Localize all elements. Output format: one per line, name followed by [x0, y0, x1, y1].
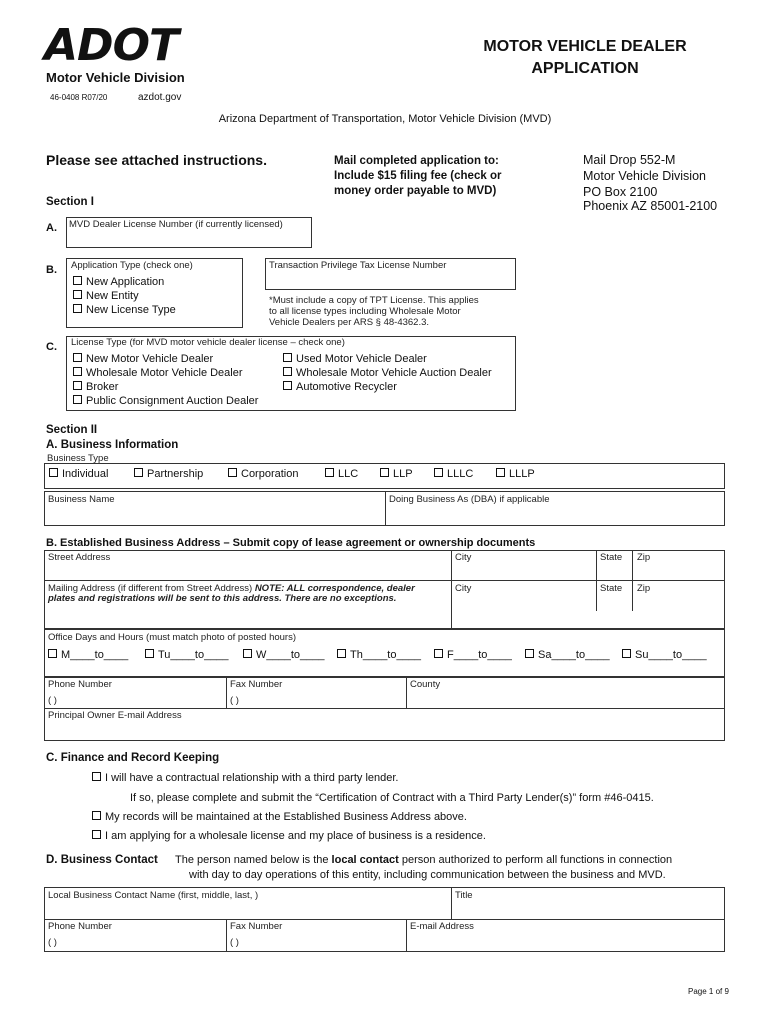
option-label: I will have a contractual relationship with a third party lender.	[105, 772, 399, 784]
finance-title: C. Finance and Record Keeping	[46, 752, 220, 764]
page-number: Page 1 of 9	[688, 987, 729, 996]
checkbox-icon	[283, 381, 292, 390]
form-id: 46-0408 R07/20	[50, 93, 108, 102]
divider	[44, 580, 725, 581]
mailing-state-field[interactable]: State	[600, 583, 623, 594]
tpt-note-3: Vehicle Dealers per ARS § 48-4362.3.	[269, 317, 430, 328]
checkbox-icon	[283, 353, 292, 362]
checkbox-icon	[92, 811, 101, 820]
divider	[226, 919, 227, 952]
option-label: Wholesale Motor Vehicle Dealer	[86, 367, 243, 379]
bt-partnership[interactable]	[134, 468, 203, 480]
mailing-note-2: plates and registrations will be sent to this address. There are no exceptions.	[48, 593, 397, 604]
option-public-consignment[interactable]	[73, 395, 258, 407]
form-title-line1: MOTOR VEHICLE DEALER	[483, 38, 687, 55]
checkbox-icon	[73, 304, 82, 313]
contact-fax-field[interactable]: Fax Number	[230, 921, 283, 932]
divider	[44, 919, 725, 920]
finance-certification-note: If so, please complete and submit the “Certification of Contract with a Third Party Lender(s)” form #46-0415.	[130, 792, 654, 804]
license-type-label: License Type (for MVD motor vehicle dealer license – check one)	[71, 337, 345, 348]
mail-instructions-2: Include $15 filing fee (check or	[334, 170, 502, 182]
tpt-note-2: to all license types including Wholesale Motor	[269, 306, 461, 317]
department-line: Arizona Department of Transportation, Motor Vehicle Division (MVD)	[218, 113, 552, 125]
section-1-title: Section I	[46, 196, 94, 208]
checkbox-icon	[49, 468, 58, 477]
mail-address-3: PO Box 2100	[583, 185, 658, 199]
option-label: Individual	[62, 468, 109, 480]
option-label: Broker	[86, 381, 119, 393]
bt-llc[interactable]	[325, 468, 358, 480]
contact-fax-area: ( )	[230, 937, 239, 948]
dba-field[interactable]	[385, 491, 725, 526]
option-label: New Application	[86, 276, 165, 288]
checkbox-icon	[73, 276, 82, 285]
checkbox-icon	[92, 772, 101, 781]
option-label: New Motor Vehicle Dealer	[86, 353, 214, 365]
day-label: W____to____	[256, 649, 325, 661]
hours-friday[interactable]	[434, 649, 512, 661]
contact-phone-field[interactable]: Phone Number	[48, 921, 112, 932]
owner-email-field[interactable]: Principal Owner E-mail Address	[48, 710, 182, 721]
finance-records-at-address[interactable]	[92, 811, 467, 823]
day-label: F____to____	[447, 649, 512, 661]
checkbox-icon	[434, 649, 443, 658]
tpt-note-1: *Must include a copy of TPT License. This applies	[269, 295, 479, 306]
option-broker[interactable]	[73, 381, 118, 393]
bt-lllp[interactable]	[496, 468, 535, 480]
day-label: Th____to____	[350, 649, 421, 661]
option-automotive-recycler[interactable]	[283, 381, 397, 393]
local-contact-emphasis: local contact	[331, 854, 399, 866]
street-address-field[interactable]: Street Address	[48, 552, 111, 563]
mailing-note-1: NOTE: ALL correspondence, dealer	[254, 583, 415, 594]
phone-number-field[interactable]: Phone Number	[48, 679, 112, 690]
checkbox-icon	[434, 468, 443, 477]
day-label: M____to____	[61, 649, 129, 661]
item-a-letter: A.	[46, 222, 57, 234]
option-new-entity[interactable]	[73, 290, 139, 302]
checkbox-icon	[337, 649, 346, 658]
checkbox-icon	[73, 381, 82, 390]
city-field[interactable]: City	[455, 552, 472, 563]
office-hours-label: Office Days and Hours (must match photo of posted hours)	[48, 632, 296, 643]
contact-phone-area: ( )	[48, 937, 57, 948]
hours-thursday[interactable]	[337, 649, 421, 661]
divider	[451, 887, 452, 920]
license-type-box	[66, 336, 516, 411]
checkbox-icon	[496, 468, 505, 477]
fax-area-code: ( )	[230, 695, 239, 706]
contact-text-part: The person named below is the	[175, 854, 332, 866]
checkbox-icon	[622, 649, 631, 658]
mail-instructions-1: Mail completed application to:	[334, 155, 499, 167]
divider	[406, 677, 407, 709]
checkbox-icon	[92, 830, 101, 839]
mail-address-1: Mail Drop 552-M	[583, 153, 676, 167]
checkbox-icon	[73, 290, 82, 299]
item-b-letter: B.	[46, 264, 57, 276]
application-type-box	[66, 258, 243, 328]
option-label: Corporation	[241, 468, 299, 480]
bt-llp[interactable]	[380, 468, 413, 480]
business-name-field[interactable]	[44, 491, 386, 526]
day-label: Su____to____	[635, 649, 707, 661]
option-label: LLLC	[447, 468, 474, 480]
contact-title-field[interactable]: Title	[455, 890, 473, 901]
hours-sunday[interactable]	[622, 649, 707, 661]
contact-email-field[interactable]: E-mail Address	[410, 921, 474, 932]
division-name: Motor Vehicle Division	[46, 70, 185, 85]
divider	[632, 580, 633, 611]
checkbox-icon	[145, 649, 154, 658]
checkbox-icon	[243, 649, 252, 658]
option-label: Wholesale Motor Vehicle Auction Dealer	[296, 367, 492, 379]
business-type-label: Business Type	[47, 453, 109, 464]
website: azdot.gov	[138, 92, 182, 103]
option-wholesale-auction-dealer[interactable]	[283, 367, 492, 379]
option-label: LLP	[393, 468, 413, 480]
checkbox-icon	[134, 468, 143, 477]
option-wholesale-mv-dealer[interactable]	[73, 367, 243, 379]
item-c-letter: C.	[46, 341, 57, 353]
hours-monday[interactable]	[48, 649, 128, 661]
divider	[226, 677, 227, 709]
finance-third-party-lender[interactable]	[92, 772, 399, 784]
mailing-address-label: Mailing Address (if different from Street Address)	[48, 583, 253, 594]
business-contact-title: D. Business Contact	[46, 854, 158, 866]
option-label: I am applying for a wholesale license and my place of business is a residence.	[105, 830, 486, 842]
checkbox-icon	[525, 649, 534, 658]
finance-wholesale-residence[interactable]	[92, 830, 486, 842]
divider	[451, 550, 452, 629]
checkbox-icon	[48, 649, 57, 658]
adot-logo: ADOT	[44, 20, 178, 71]
business-contact-text-1	[175, 854, 672, 866]
option-label: My records will be maintained at the Established Business Address above.	[105, 811, 467, 823]
divider	[44, 708, 725, 709]
dealer-license-number-field[interactable]	[66, 217, 312, 248]
option-label: LLC	[338, 468, 359, 480]
checkbox-icon	[325, 468, 334, 477]
phone-area-code: ( )	[48, 695, 57, 706]
business-address-title: B. Established Business Address – Submit copy of lease agreement or ownership documents	[46, 537, 536, 549]
form-title-line2: APPLICATION	[531, 60, 639, 77]
checkbox-icon	[73, 353, 82, 362]
application-type-label: Application Type (check one)	[71, 260, 193, 271]
checkbox-icon	[228, 468, 237, 477]
mail-address-4	[583, 199, 717, 211]
divider	[596, 550, 597, 581]
hours-saturday[interactable]	[525, 649, 610, 661]
contact-name-field[interactable]: Local Business Contact Name (first, middle, last, )	[48, 890, 259, 901]
business-name-label: Business Name	[48, 494, 115, 505]
bt-individual[interactable]	[49, 468, 108, 480]
mail-address-2: Motor Vehicle Division	[583, 169, 706, 183]
tpt-license-field[interactable]	[265, 258, 516, 290]
contact-text-part: person authorized to perform all functions in connection	[398, 854, 673, 866]
option-new-mv-dealer[interactable]	[73, 353, 213, 365]
mailing-city-field[interactable]: City	[455, 583, 472, 594]
checkbox-icon	[283, 367, 292, 376]
divider	[596, 580, 597, 611]
dealer-license-label: MVD Dealer License Number (if currently licensed)	[69, 219, 283, 230]
option-label: LLLP	[509, 468, 535, 480]
option-used-mv-dealer[interactable]	[283, 353, 427, 365]
mail-instructions-3: money order payable to MVD)	[334, 185, 497, 197]
option-new-license-type[interactable]	[73, 304, 176, 316]
option-label: Used Motor Vehicle Dealer	[296, 353, 427, 365]
dba-label: Doing Business As (DBA) if applicable	[389, 494, 550, 505]
business-info-title: A. Business Information	[46, 439, 179, 451]
section-2-title: Section II	[46, 424, 98, 436]
state-field[interactable]: State	[600, 552, 623, 563]
county-field[interactable]: County	[410, 679, 441, 690]
divider	[632, 550, 633, 581]
fax-number-field[interactable]: Fax Number	[230, 679, 283, 690]
option-label: Public Consignment Auction Dealer	[86, 395, 259, 407]
option-label: Partnership	[147, 468, 204, 480]
tpt-license-label: Transaction Privilege Tax License Number	[269, 260, 447, 271]
business-contact-text-2: with day to day operations of this entity, including communication between the business and MVD.	[189, 869, 666, 881]
hours-wednesday[interactable]	[243, 649, 325, 661]
hours-tuesday[interactable]	[145, 649, 229, 661]
day-label: Tu____to____	[158, 649, 229, 661]
bt-lllc[interactable]	[434, 468, 473, 480]
mailing-zip-field[interactable]: Zip	[637, 583, 651, 594]
contact-grid	[44, 677, 725, 741]
option-label: New License Type	[86, 304, 176, 316]
instructions-note: Please see attached instructions.	[46, 152, 267, 168]
zip-field[interactable]: Zip	[637, 552, 651, 563]
mail-address-4-text: Phoenix AZ 85001-2100	[583, 199, 718, 211]
checkbox-icon	[380, 468, 389, 477]
option-label: New Entity	[86, 290, 139, 302]
checkbox-icon	[73, 395, 82, 404]
option-label: Automotive Recycler	[296, 381, 397, 393]
bt-corporation[interactable]	[228, 468, 298, 480]
option-new-application[interactable]	[73, 276, 164, 288]
day-label: Sa____to____	[538, 649, 610, 661]
divider	[406, 919, 407, 952]
checkbox-icon	[73, 367, 82, 376]
